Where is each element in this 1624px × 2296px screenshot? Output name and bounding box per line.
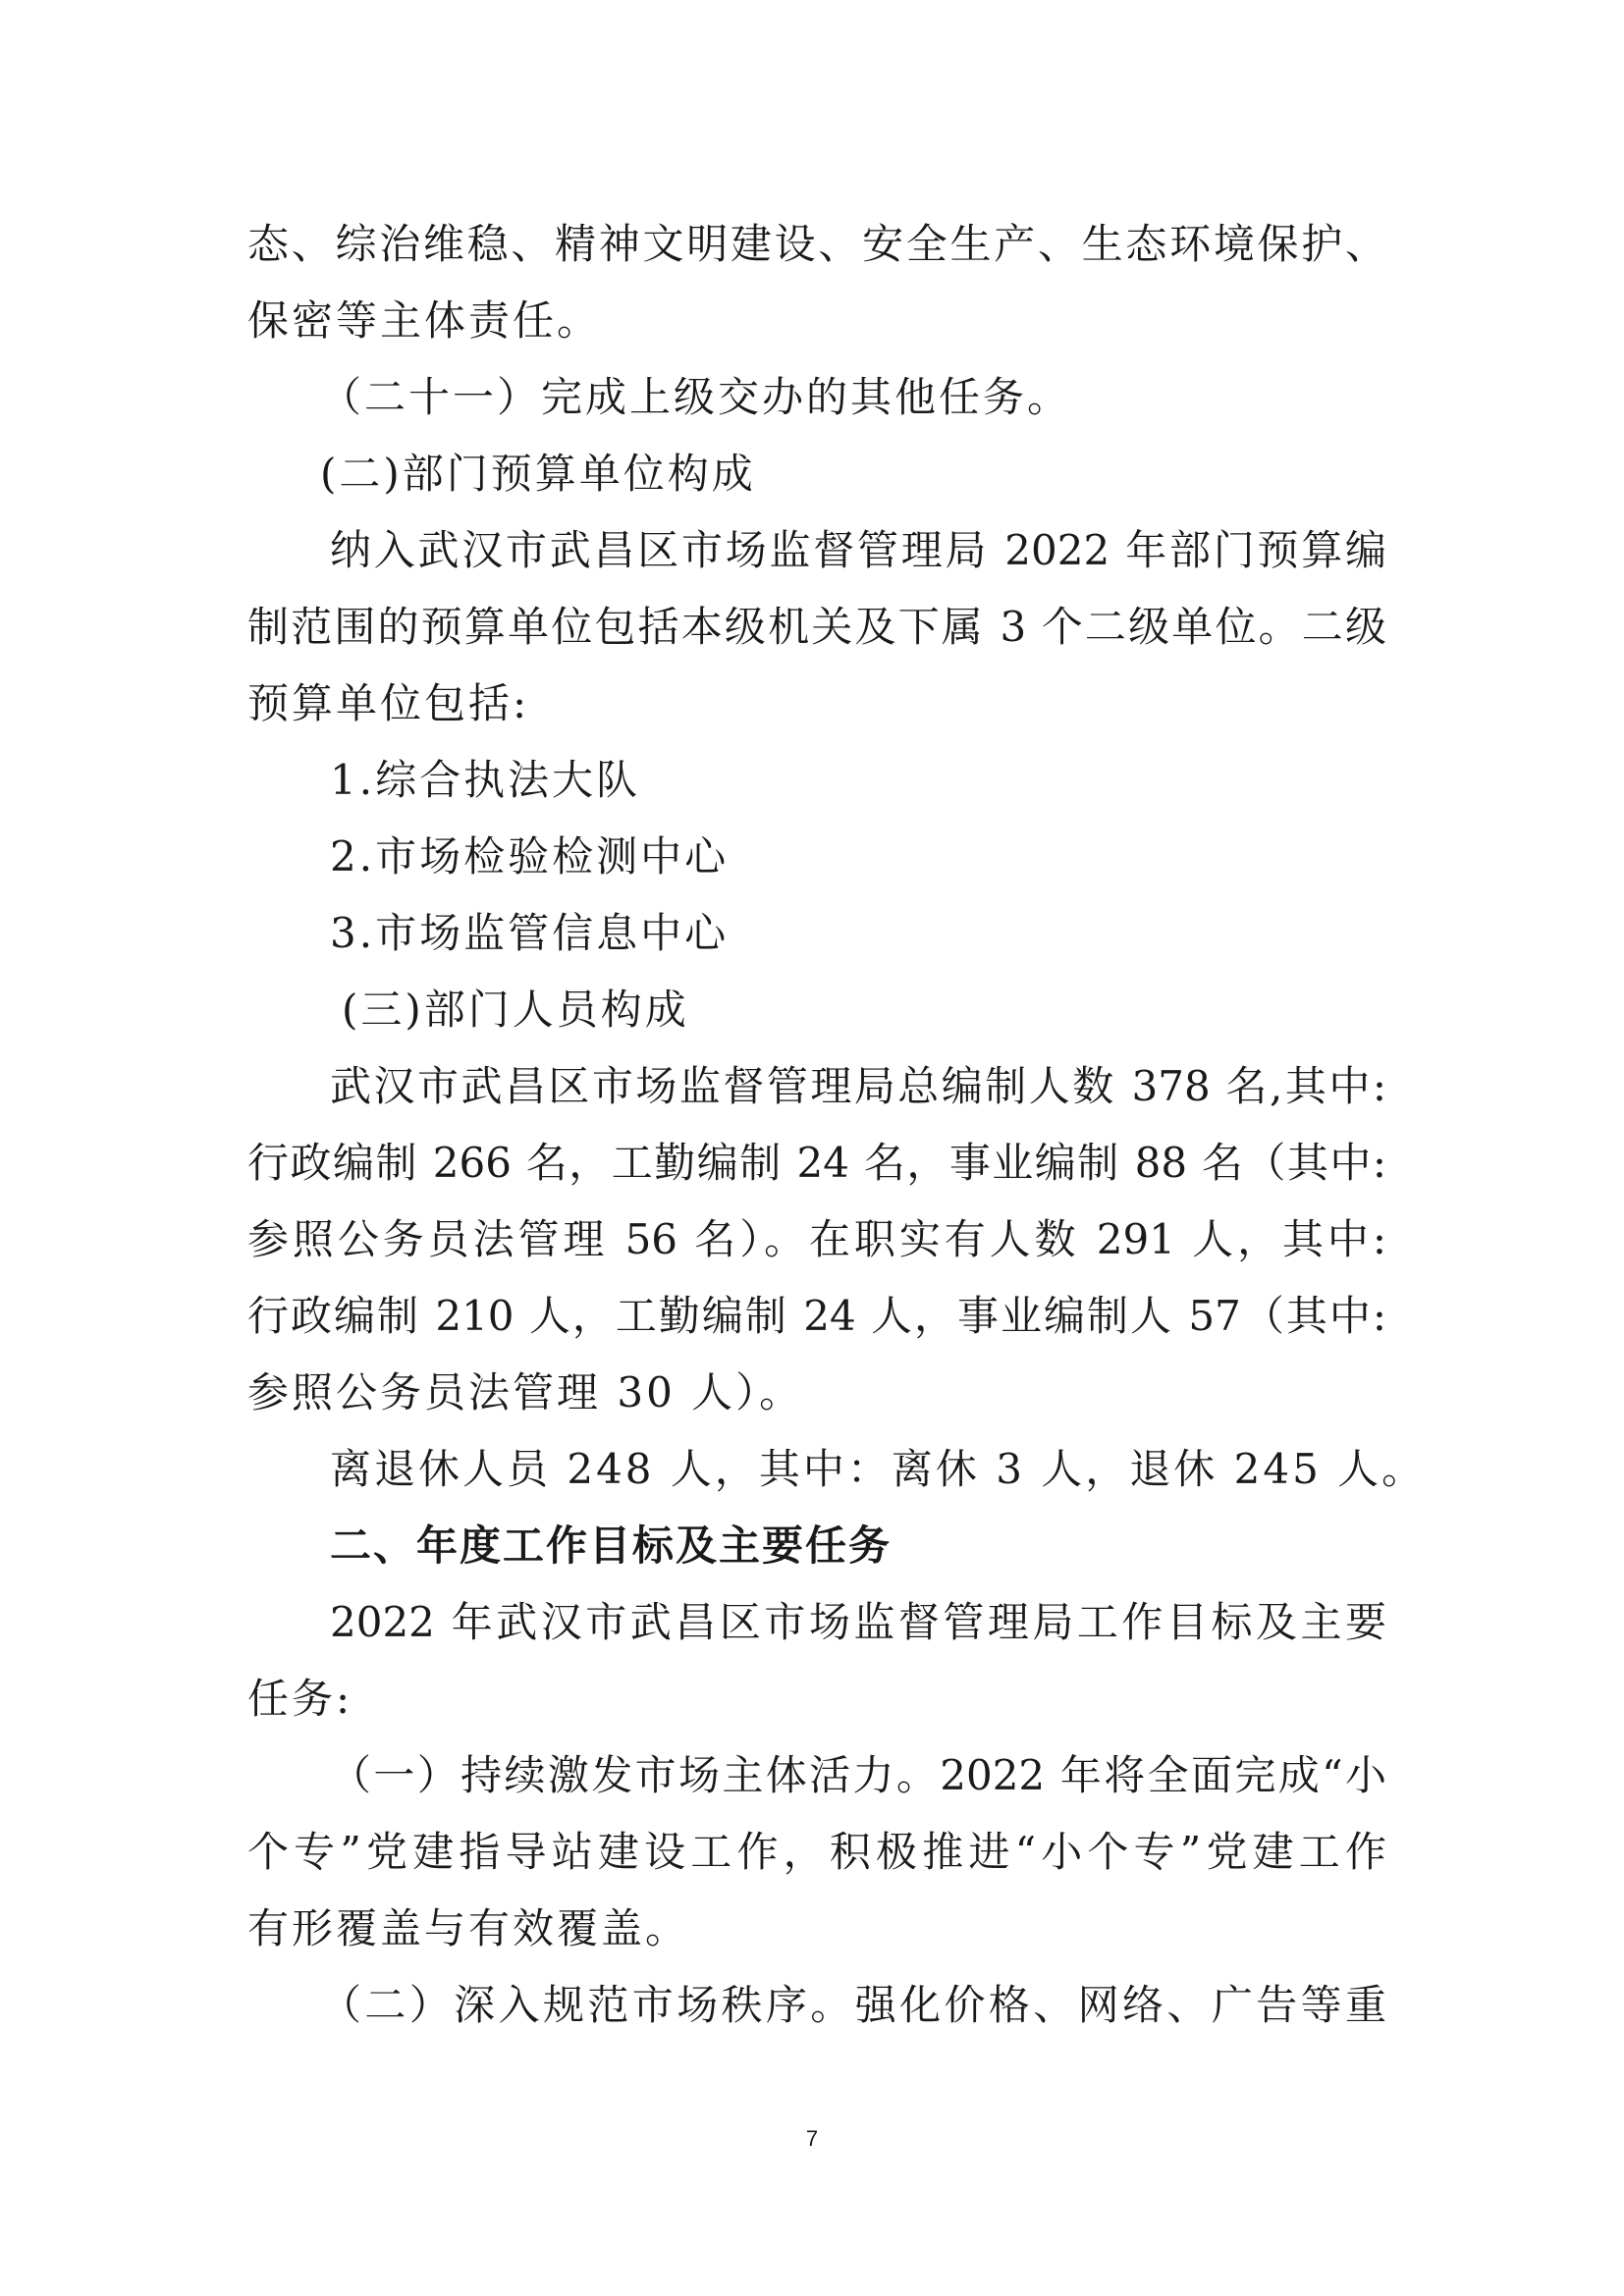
body-line: 行政编制 266 名，工勤编制 24 名，事业编制 88 名（其中: <box>247 1139 1386 1187</box>
body-line: 任务: <box>247 1675 353 1723</box>
section-heading: (三)部门人员构成 <box>342 986 689 1034</box>
list-item: 2.市场检验检测中心 <box>330 832 730 881</box>
body-line: 行政编制 210 人，工勤编制 24 人，事业编制人 57（其中: <box>247 1292 1386 1340</box>
body-line: 武汉市武昌区市场监督管理局总编制人数 378 名,其中: <box>330 1062 1386 1110</box>
page-number: 7 <box>805 2126 819 2151</box>
body-line: （一）持续激发市场主体活力。2022 年将全面完成“小 <box>330 1751 1386 1799</box>
body-line: 个专”党建指导站建设工作，积极推进“小个专”党建工作 <box>247 1828 1386 1876</box>
list-item: 3.市场监管信息中心 <box>330 909 730 957</box>
body-line: （二）深入规范市场秩序。强化价格、网络、广告等重 <box>320 1981 1386 2029</box>
body-line: 离退休人员 248 人，其中：离休 3 人，退休 245 人。 <box>330 1445 1427 1493</box>
body-line: 制范围的预算单位包括本级机关及下属 3 个二级单位。二级 <box>247 603 1386 651</box>
chapter-heading: 二、年度工作目标及主要任务 <box>330 1522 893 1570</box>
body-line: 纳入武汉市武昌区市场监督管理局 2022 年部门预算编 <box>330 526 1386 574</box>
section-heading: (二)部门预算单位构成 <box>320 450 756 498</box>
list-item: 1.综合执法大队 <box>330 756 641 804</box>
body-line: （二十一）完成上级交办的其他任务。 <box>320 373 1072 421</box>
body-line: 保密等主体责任。 <box>247 296 602 345</box>
body-line: 参照公务员法管理 56 名）。在职实有人数 291 人，其中: <box>247 1215 1386 1263</box>
body-line: 预算单位包括: <box>247 679 530 727</box>
body-line: 有形覆盖与有效覆盖。 <box>247 1904 690 1952</box>
body-line: 参照公务员法管理 30 人）。 <box>247 1368 804 1416</box>
page-body <box>247 206 1427 2044</box>
body-line: 态、综治维稳、精神文明建设、安全生产、生态环境保护、 <box>247 220 1386 268</box>
body-line: 2022 年武汉市武昌区市场监督管理局工作目标及主要 <box>330 1598 1386 1646</box>
